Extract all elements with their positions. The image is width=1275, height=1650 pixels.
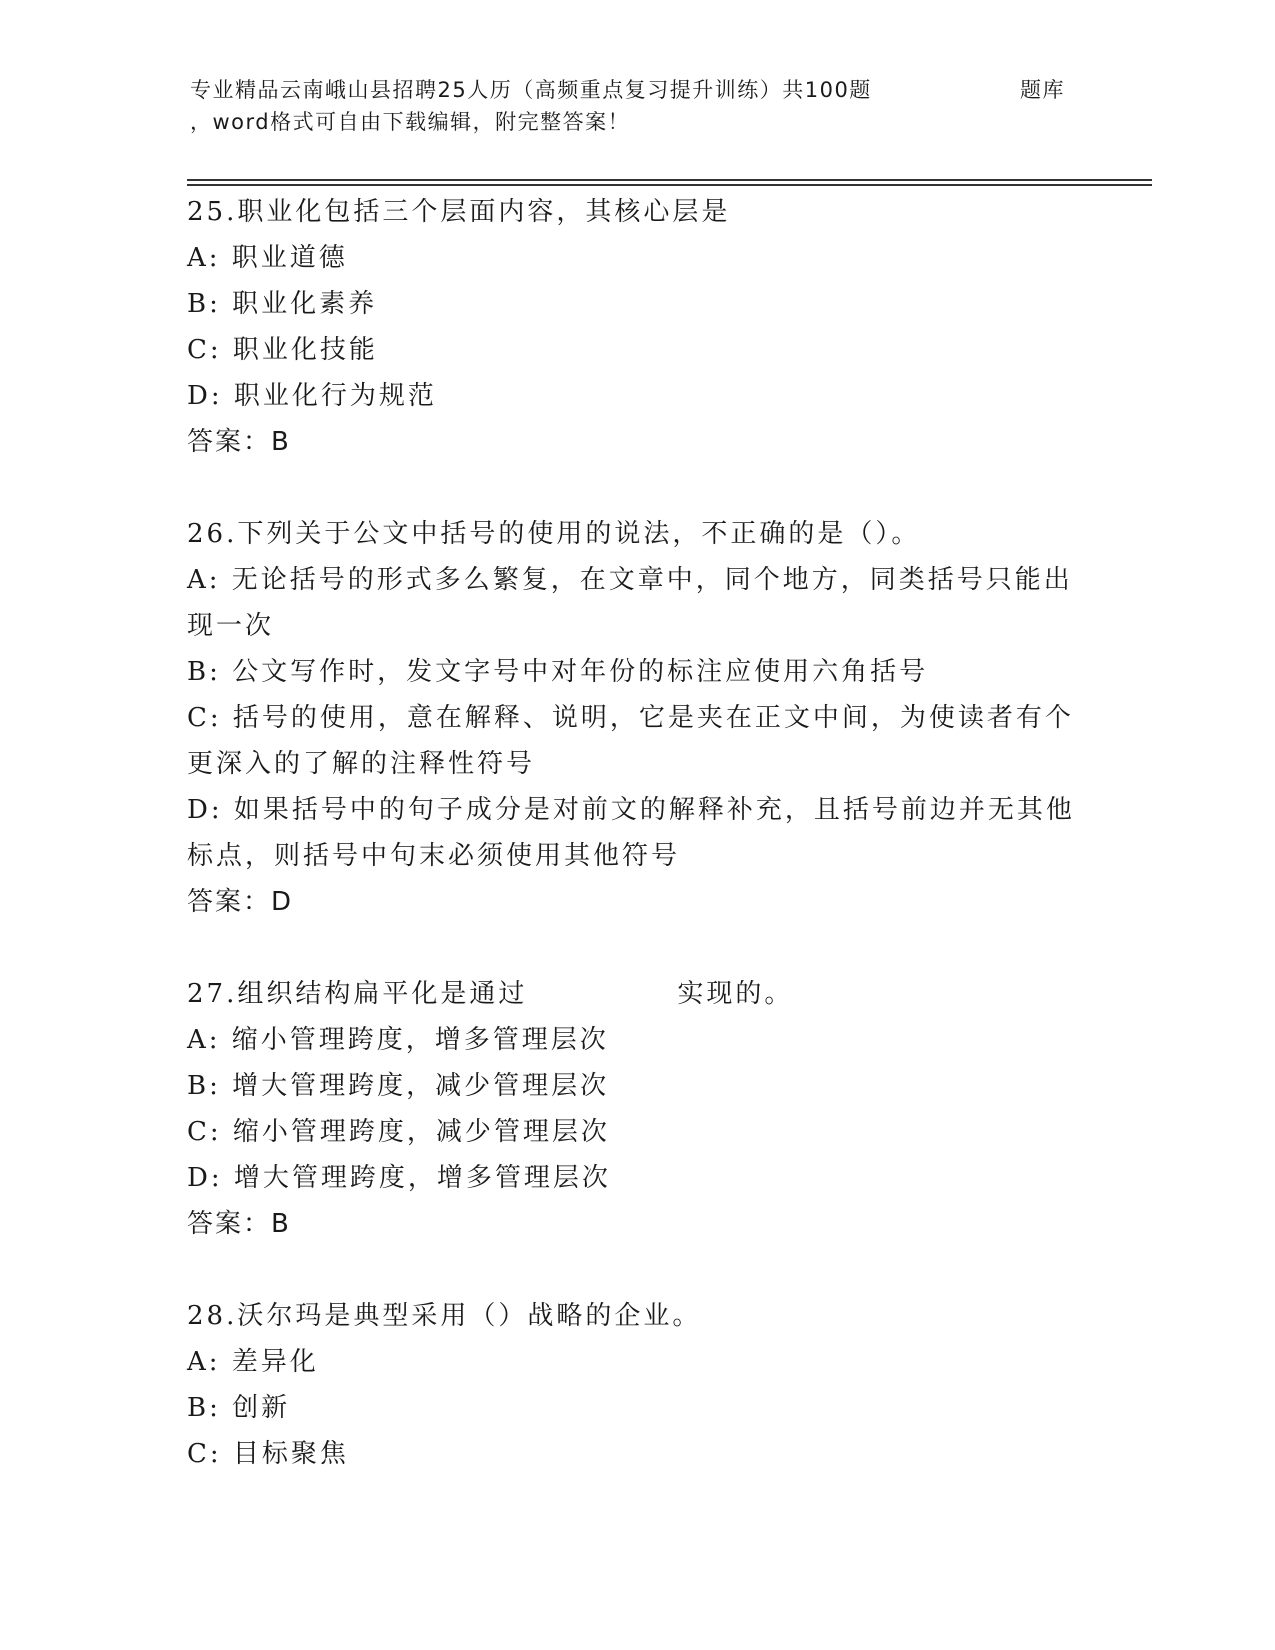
option-d: D: 增大管理跨度，增多管理层次 (187, 1163, 611, 1193)
question-27 (187, 971, 1087, 1201)
option-c: C: 目标聚焦 (187, 1439, 349, 1469)
option-a: A: 差异化 (187, 1347, 319, 1377)
question-28 (187, 1293, 1087, 1477)
option-d: D: 职业化行为规范 (187, 381, 437, 411)
option-a: A: 无论括号的形式多么繁复，在文章中，同个地方，同类括号只能出现一次 (187, 565, 1073, 641)
option-b: B: 公文写作时，发文字号中对年份的标注应使用六角括号 (187, 657, 929, 687)
option-b: B: 创新 (187, 1393, 291, 1423)
answer-27: 答案：B (187, 1209, 291, 1239)
option-a: A: 职业道德 (187, 243, 348, 273)
question-number: 28. (187, 1301, 238, 1331)
answer-25: 答案：B (187, 427, 291, 457)
header-divider-bottom (187, 184, 1152, 186)
option-b: B: 增大管理跨度，减少管理层次 (187, 1071, 610, 1101)
question-number: 25. (187, 197, 238, 227)
question-number: 26. (187, 519, 238, 549)
page-header (190, 74, 1090, 138)
question-26 (187, 511, 1087, 879)
header-subtitle: ，word格式可自由下载编辑，附完整答案！ (190, 110, 631, 134)
header-title-line (190, 74, 1090, 106)
answer-26: 答案：D (187, 887, 294, 917)
question-stem (187, 971, 1087, 1017)
question-stem (187, 189, 1087, 235)
header-divider-top (187, 179, 1152, 181)
question-number: 27. (187, 979, 238, 1009)
option-b: B: 职业化素养 (187, 289, 378, 319)
option-c: C: 缩小管理跨度，减少管理层次 (187, 1117, 610, 1147)
question-text: 沃尔玛是典型采用（）战略的企业。 (237, 1301, 702, 1331)
option-d: D: 如果括号中的句子成分是对前文的解释补充，且括号前边并无其他标点，则括号中句末必须使用其他符号 (187, 795, 1075, 871)
header-title: 专业精品云南峨山县招聘25人历（高频重点复习提升训练）共100题 (190, 78, 872, 102)
option-c: C: 职业化技能 (187, 335, 378, 365)
question-list (187, 189, 1087, 1477)
option-c: C: 括号的使用，意在解释、说明，它是夹在正文中间，为使读者有个更深入的了解的注释性符号 (187, 703, 1074, 779)
header-tag: 题库 (1020, 78, 1065, 102)
option-a: A: 缩小管理跨度，增多管理层次 (187, 1025, 609, 1055)
question-stem (187, 511, 1087, 557)
question-text-end: 实现的。 (677, 979, 794, 1009)
question-25 (187, 189, 1087, 419)
question-text: 组织结构扁平化是通过 (237, 979, 528, 1009)
question-text: 下列关于公文中括号的使用的说法，不正确的是（）。 (237, 519, 921, 549)
question-stem (187, 1293, 1087, 1339)
question-text: 职业化包括三个层面内容，其核心层是 (237, 197, 731, 227)
